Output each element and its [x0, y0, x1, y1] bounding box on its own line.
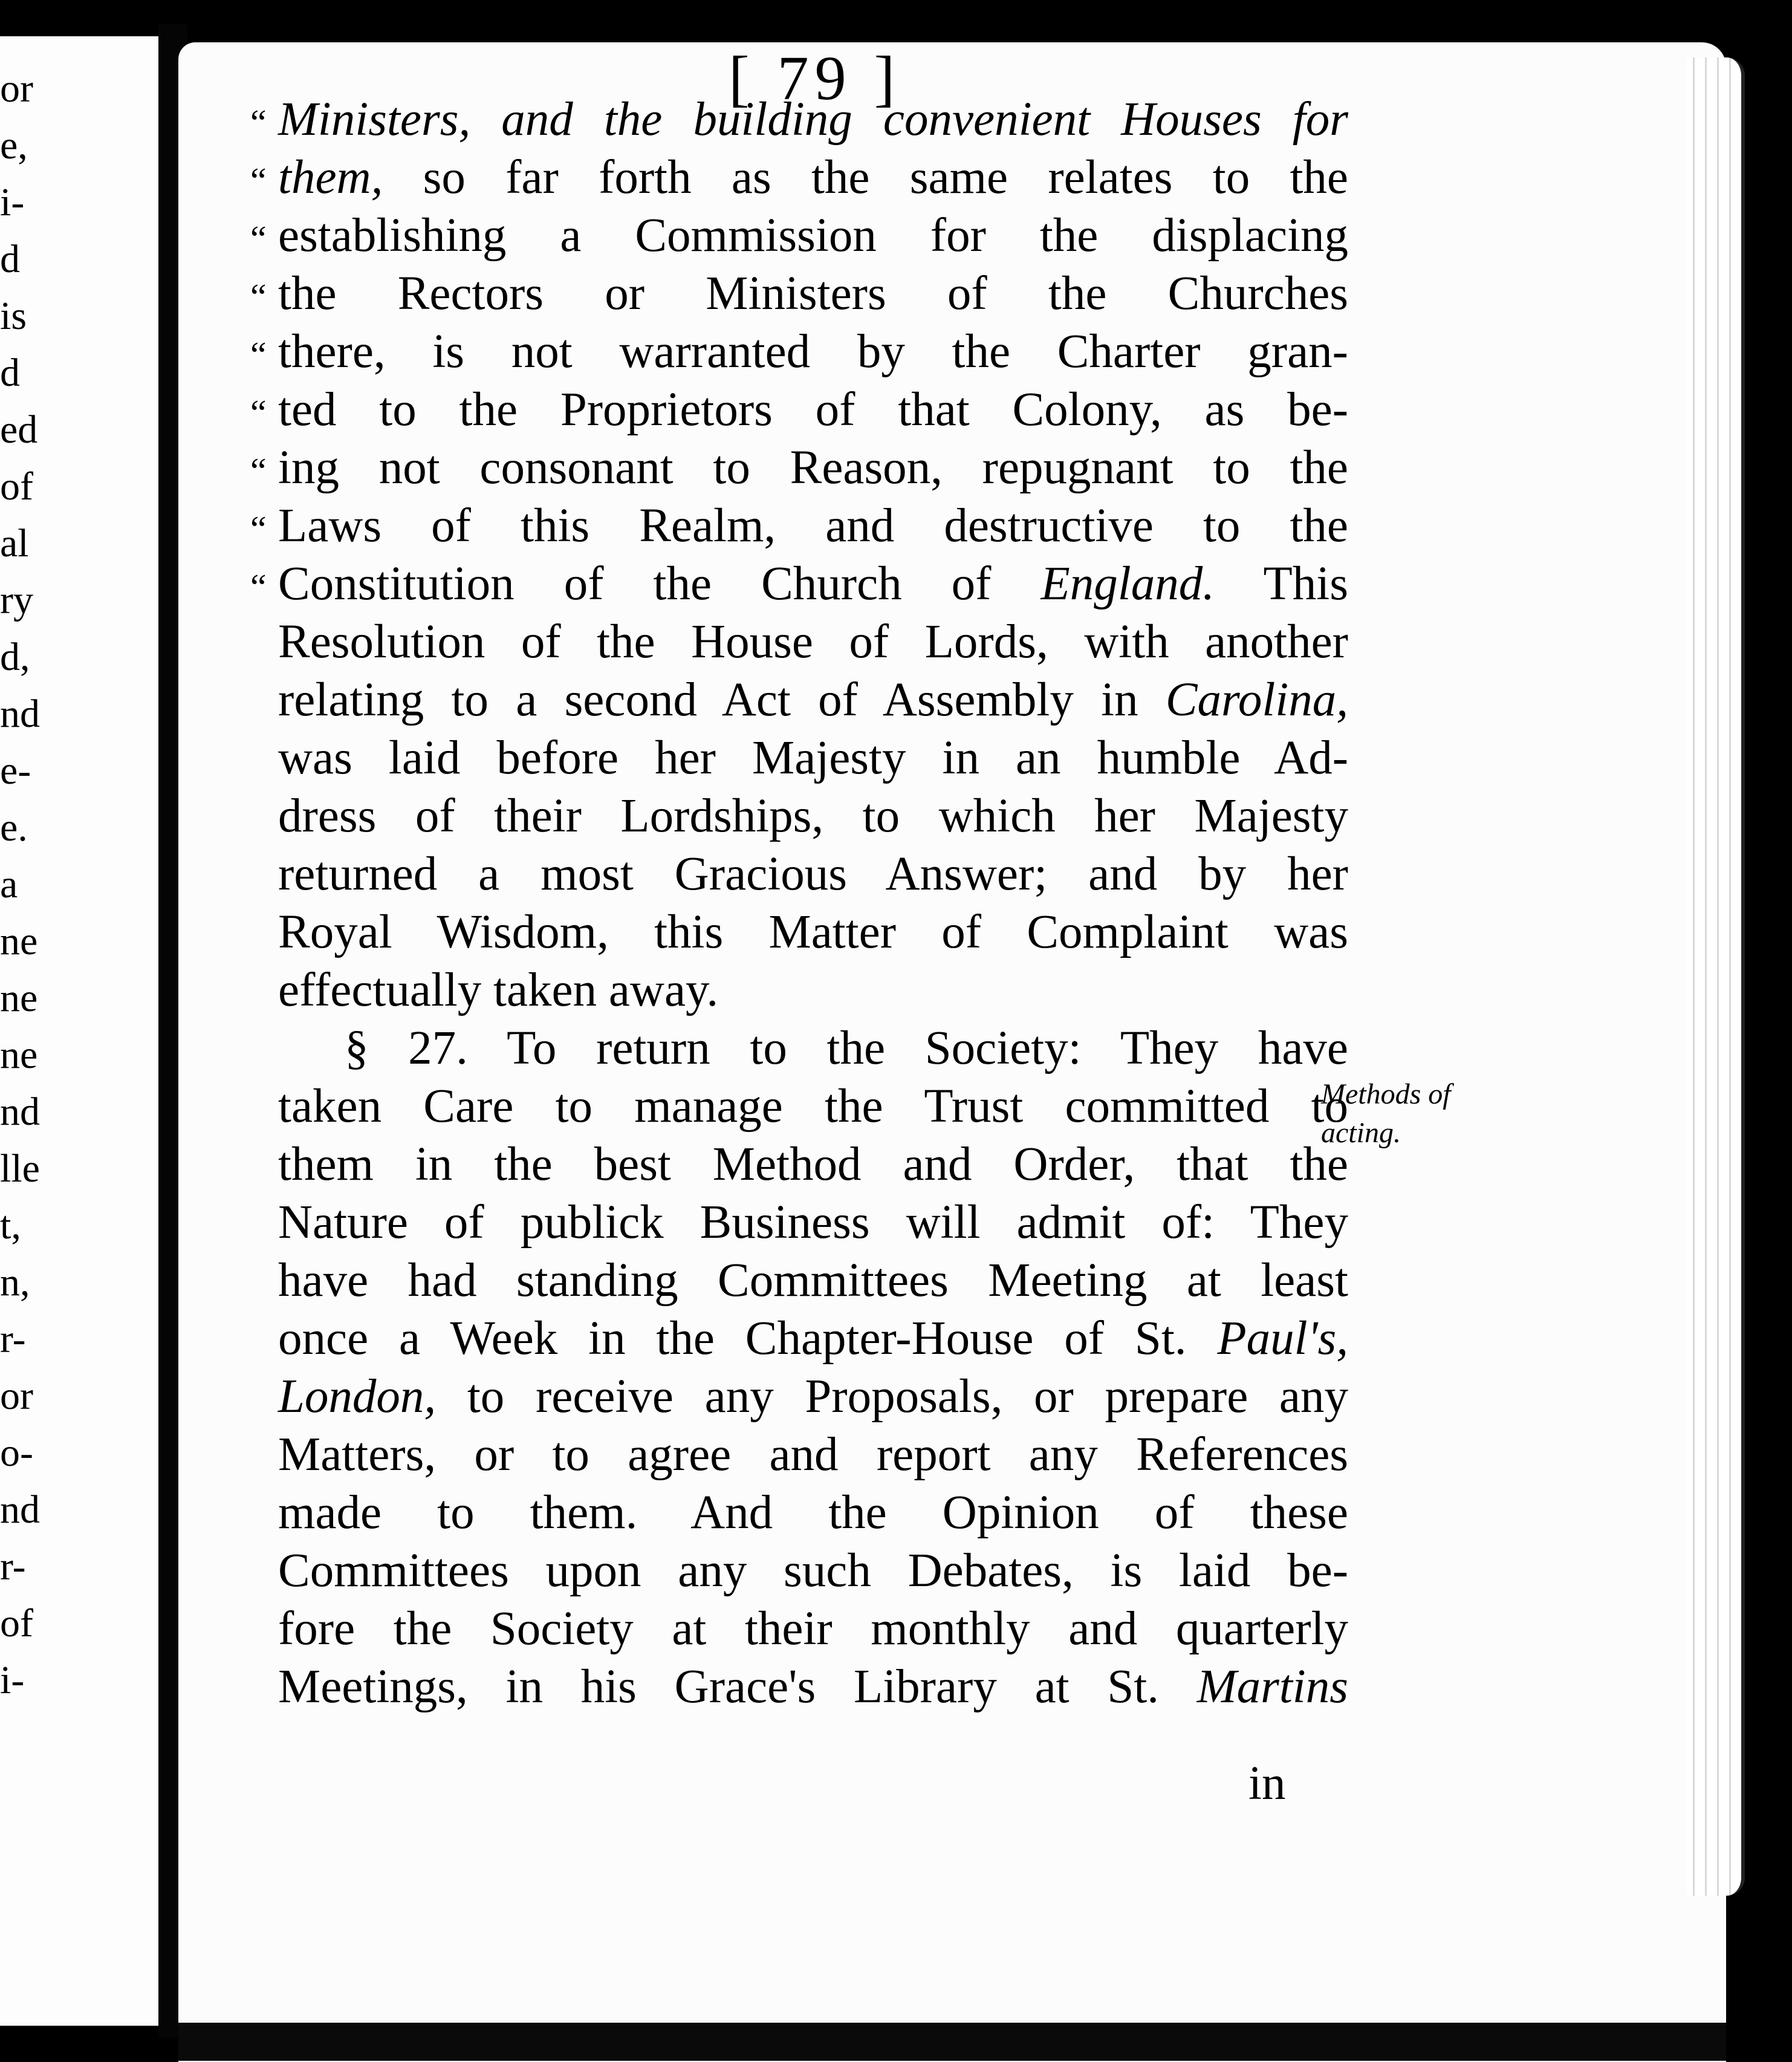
line-text: Constitution of the Church of: [278, 558, 1041, 610]
facing-page-line: t,: [0, 1203, 21, 1247]
facing-page-fragment: [0, 36, 158, 2026]
facing-page-text: [0, 60, 40, 1709]
text-line: [250, 207, 1348, 265]
facing-page-line: n,: [0, 1260, 30, 1304]
text-line: [250, 439, 1348, 497]
facing-page-line: o-: [0, 1431, 33, 1475]
line-text: fore the Society at their monthly and quarterly: [278, 1602, 1348, 1655]
italic-word: Carolina,: [1165, 674, 1348, 726]
facing-page-line: or: [0, 67, 33, 111]
text-line: [278, 1600, 1348, 1658]
text-line: [278, 1542, 1348, 1600]
text-line: [278, 1136, 1348, 1194]
text-line: [250, 149, 1348, 207]
quotation-mark: “: [250, 567, 267, 607]
quotation-mark: “: [250, 393, 267, 433]
text-line: [250, 497, 1348, 555]
facing-page-line: nd: [0, 1090, 40, 1134]
line-text: effectually taken away.: [278, 964, 719, 1016]
line-text: to receive any Proposals, or prepare any: [436, 1370, 1348, 1423]
quotation-mark: “: [250, 161, 267, 201]
line-text: there, is not warranted by the Charter gran-: [278, 325, 1348, 378]
line-text: Ministers, and the building convenient Houses for: [278, 93, 1348, 146]
facing-page-line: i-: [0, 180, 25, 224]
text-line: [278, 961, 1348, 1020]
line-text: returned a most Gracious Answer; and by her: [278, 848, 1348, 900]
body-text: [250, 91, 1348, 1716]
line-text: the Rectors or Ministers of the Churches: [278, 267, 1348, 320]
text-line: [278, 1078, 1348, 1136]
text-line: [278, 671, 1348, 729]
text-line: [278, 845, 1348, 903]
facing-page-line: of: [0, 464, 33, 509]
line-text: dress of their Lordships, to which her Majesty: [278, 790, 1348, 842]
text-line: [278, 903, 1348, 961]
text-line: [250, 91, 1348, 149]
text-line: [278, 787, 1348, 845]
facing-page-line: al: [0, 521, 29, 565]
text-line: [278, 729, 1348, 787]
line-text: once a Week in the Chapter-House of St.: [278, 1312, 1218, 1365]
text-line: [278, 613, 1348, 671]
facing-page-line: nd: [0, 1488, 40, 1532]
facing-page-line: d,: [0, 635, 30, 679]
facing-page-line: d: [0, 237, 20, 281]
text-line: [278, 1658, 1348, 1716]
italic-word: Paul's,: [1217, 1312, 1348, 1365]
italic-word: them,: [278, 151, 383, 204]
line-text: so far forth as the same relates to the: [383, 151, 1348, 204]
quotation-mark: “: [250, 335, 267, 375]
line-text: Resolution of the House of Lords, with another: [278, 616, 1348, 668]
line-text: Royal Wisdom, this Matter of Complaint was: [278, 906, 1348, 958]
margin-note-line-1: Methods of: [1321, 1078, 1451, 1110]
facing-page-line: or: [0, 1374, 33, 1418]
facing-page-line: ne: [0, 919, 38, 963]
facing-page-line: ne: [0, 976, 38, 1020]
text-line: [250, 555, 1348, 613]
line-text: them in the best Method and Order, that the: [278, 1138, 1348, 1191]
italic-word: England.: [1040, 558, 1215, 610]
line-text: establishing a Commission for the displacing: [278, 209, 1348, 262]
facing-page-line: lle: [0, 1146, 40, 1191]
line-text: have had standing Committees Meeting at least: [278, 1254, 1348, 1307]
page-bottom-shadow: [178, 2023, 1726, 2061]
quotation-mark: “: [250, 277, 267, 317]
italic-word: London,: [278, 1370, 437, 1423]
italic-word: Martins: [1196, 1660, 1348, 1713]
text-line: [278, 1310, 1348, 1368]
line-text: taken Care to manage the Trust committed to: [278, 1080, 1348, 1133]
quotation-mark: “: [250, 103, 267, 143]
line-text: was laid before her Majesty in an humble Ad-: [278, 732, 1348, 784]
text-line: [278, 1194, 1348, 1252]
line-text: Matters, or to agree and report any References: [278, 1428, 1348, 1481]
quotation-mark: “: [250, 219, 267, 259]
line-text: relating to a second Act of Assembly in: [278, 674, 1166, 726]
line-text: § 27. To return to the Society: They have: [345, 1022, 1348, 1075]
facing-page-line: e-: [0, 749, 31, 793]
quotation-mark: “: [250, 509, 267, 549]
facing-page-line: of: [0, 1601, 33, 1645]
line-text: Committees upon any such Debates, is laid be-: [278, 1544, 1348, 1597]
text-line: [250, 265, 1348, 323]
margin-note: [1321, 1075, 1451, 1153]
facing-page-line: nd: [0, 692, 40, 736]
facing-page-line: ry: [0, 578, 33, 622]
facing-page-line: i-: [0, 1658, 25, 1702]
line-text: ing not consonant to Reason, repugnant to the: [278, 441, 1348, 494]
line-text: Laws of this Realm, and destructive to the: [278, 499, 1348, 552]
facing-page-line: d: [0, 351, 20, 395]
line-text: Nature of publick Business will admit of: They: [278, 1196, 1348, 1249]
facing-page-line: r-: [0, 1317, 26, 1361]
catchword: in: [1248, 1757, 1286, 1810]
quotation-mark: “: [250, 451, 267, 491]
text-line: [278, 1020, 1348, 1078]
facing-page-line: is: [0, 294, 27, 338]
text-line: [250, 381, 1348, 439]
margin-note-line-2: acting.: [1321, 1117, 1401, 1149]
page-number: [ 79 ]: [729, 44, 901, 113]
facing-page-line: ed: [0, 408, 38, 452]
page-edges: [1687, 57, 1745, 1896]
facing-page-line: r-: [0, 1544, 26, 1589]
text-line: [278, 1368, 1348, 1426]
line-tail: This: [1214, 558, 1348, 610]
facing-page-line: ne: [0, 1033, 38, 1077]
line-text: ted to the Proprietors of that Colony, as be-: [278, 383, 1348, 436]
line-text: Meetings, in his Grace's Library at St.: [278, 1660, 1197, 1713]
facing-page-line: a: [0, 862, 18, 906]
text-line: [278, 1426, 1348, 1484]
text-line: [278, 1484, 1348, 1542]
facing-page-line: e,: [0, 123, 28, 167]
line-text: made to them. And the Opinion of these: [278, 1486, 1348, 1539]
text-line: [278, 1252, 1348, 1310]
text-line: [250, 323, 1348, 381]
facing-page-line: e.: [0, 805, 28, 850]
